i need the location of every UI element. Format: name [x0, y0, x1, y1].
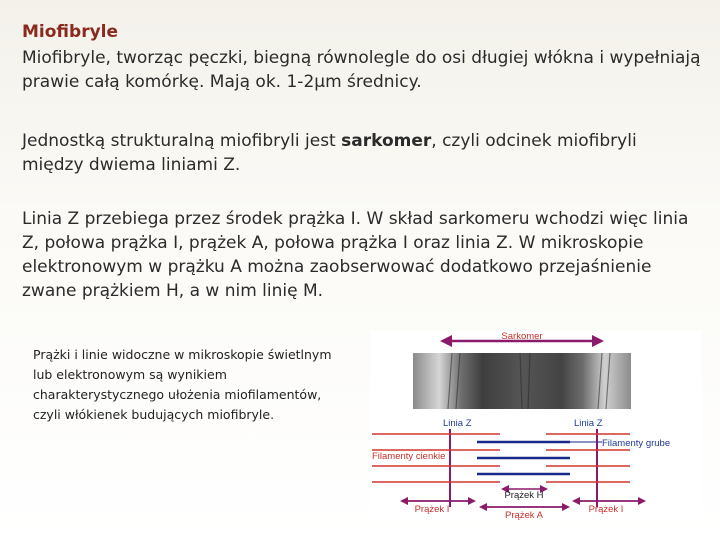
sarkomer-term: sarkomer — [341, 131, 432, 151]
label-prazek-i-left: Prążek I — [414, 504, 450, 515]
label-filamenty-grube: Filamenty grube — [602, 438, 671, 449]
paragraph-intro: Miofibryle, tworząc pęczki, biegną równolegle do osi długiej włókna i wypełniają prawie całą komórkę. Mają ok. 1-2µm średnicy. — [22, 48, 701, 92]
sarcomere-diagram — [370, 331, 702, 520]
label-filamenty-cienkie: Filamenty cienkie — [372, 451, 446, 462]
label-prazek-i-right: Prążek I — [588, 504, 624, 515]
label-prazek-h: Prążek H — [504, 490, 544, 501]
label-linia-z-left: Linia Z — [443, 418, 472, 429]
slide-title: Miofibryle — [22, 22, 119, 42]
figure-caption: Prążki i linie widoczne w mikroskopie świetlnym lub elektronowym są wynikiem charakterystycznego ułożenia miofilamentów, czyli włókienek budujących miofibryle. — [33, 347, 332, 422]
paragraph-sarkomer-end: , czyli odcinek miofibryli między dwiema liniami Z. — [22, 131, 637, 175]
label-linia-z-right: Linia Z — [574, 418, 603, 429]
label-prazek-a: Prążek A — [504, 510, 544, 520]
label-sarkomer: Sarkomer — [501, 331, 543, 342]
paragraph-sarkomer — [22, 129, 702, 177]
thick-filaments — [477, 442, 570, 474]
paragraph-sarkomer-start: Jednostką strukturalną miofibryli jest — [22, 131, 342, 151]
paragraph-linia-z: Linia Z przebiega przez środek prążka I. W skład sarkomeru wchodzi więc linia Z, połowa prążka I, prążek A, połowa prążka I oraz linia Z. W mikroskopie elektronowym w prążku A można zaobserwować dodatkowo przejaśnienie zwane prążkiem H, a w nim linię M. — [22, 209, 689, 301]
